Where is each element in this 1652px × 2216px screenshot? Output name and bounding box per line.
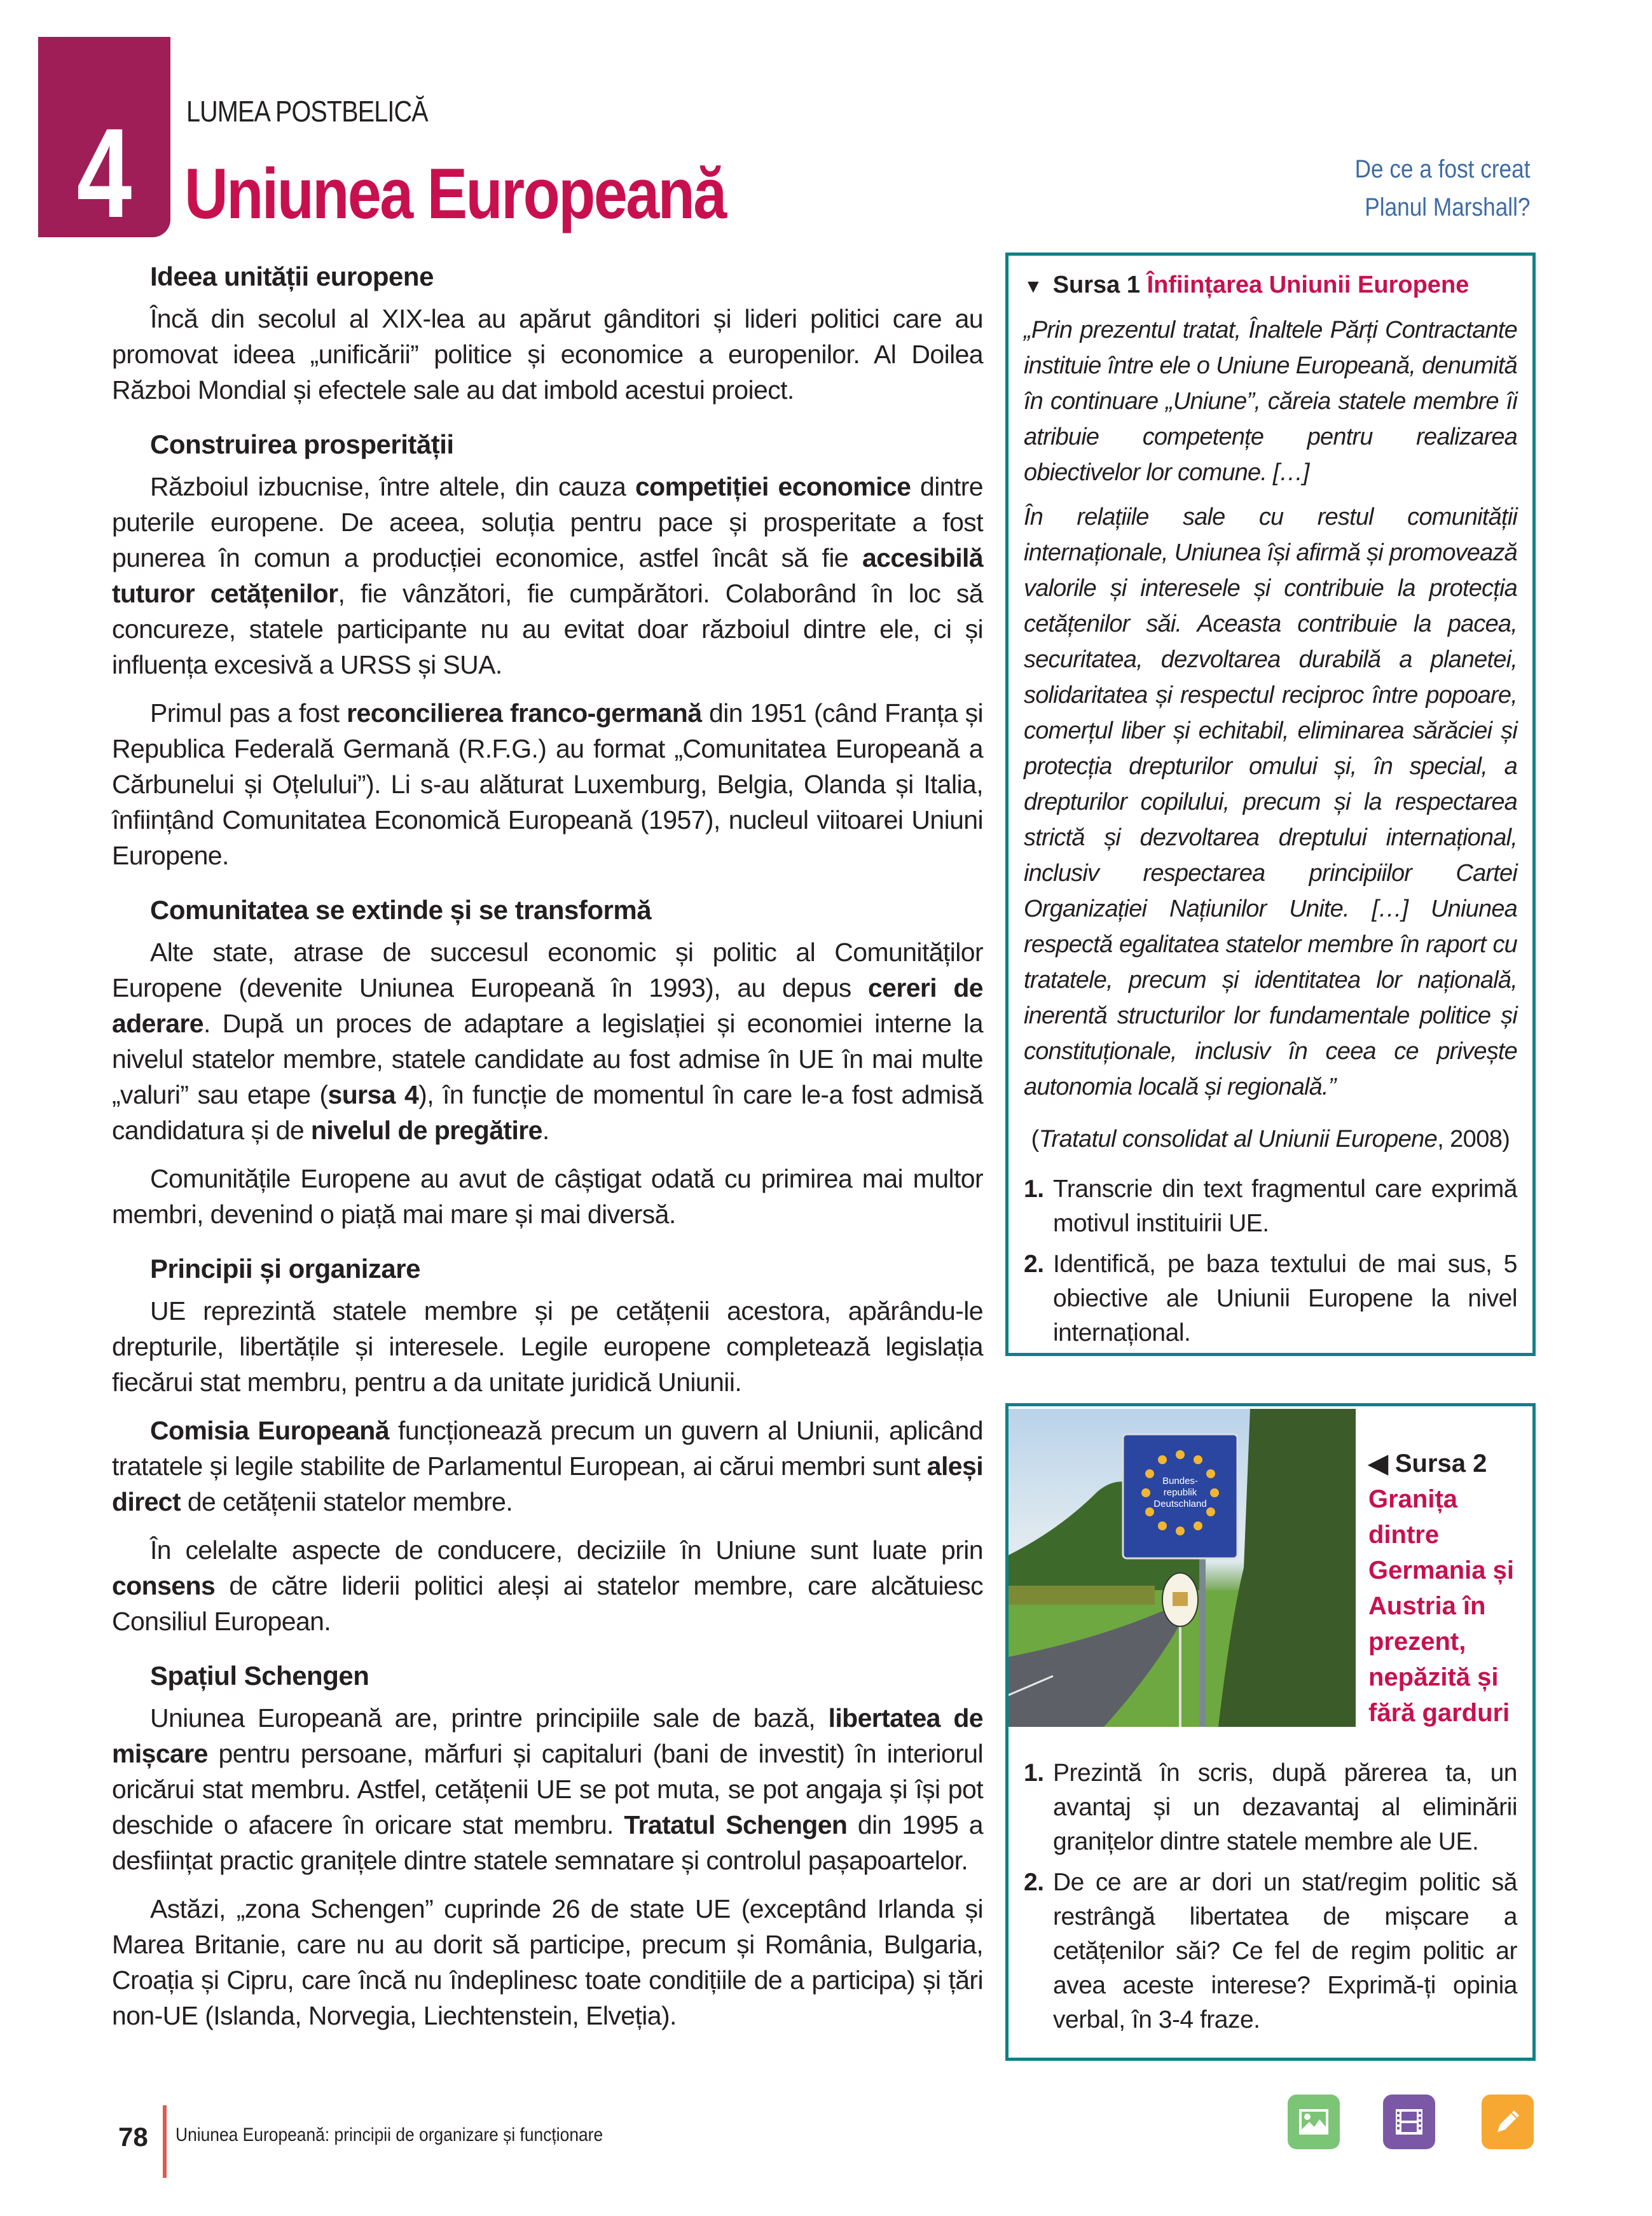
source-2-questions [1024, 1756, 1517, 2044]
key-term: Comisia Europeană [150, 1416, 389, 1445]
section-heading: Comunitatea se extinde și se transformă [150, 895, 652, 925]
key-term: cereri de aderare [112, 973, 983, 1038]
question-item: 2. Identifică, pe baza textului de mai sus, 5 obiective ale Uniunii Europene la nivel internațional. [1024, 1250, 1517, 1347]
text-run: Primul pas a fost [150, 698, 347, 728]
source-2-label: Sursa 2 [1394, 1450, 1487, 1478]
page-number: 78 [118, 2122, 148, 2152]
body-paragraph [112, 1700, 983, 1878]
source-1-title: Înființarea Uniunii Europene [1146, 272, 1470, 298]
text-run: de către liderii politici aleși ai statelor membre, care alcătuiesc Consiliul European. [112, 1571, 983, 1636]
citation-title: Tratatul consolidat al Uniunii Europene [1038, 1126, 1438, 1153]
source-2-caption: Granița dintre Germania și Austria în prezent, nepăzită și fără garduri [1368, 1485, 1515, 1727]
text-run: ), în funcție de momentul în care le-a fost admisă candidatura și de [112, 1080, 983, 1145]
unit-label: LUMEA POSTBELICĂ [186, 95, 428, 128]
border-photo-illustration [1008, 1409, 1356, 1727]
svg-text:Deutschland: Deutschland [1153, 1499, 1207, 1509]
text-run: Încă din secolul al XIX-lea au apărut gânditori și lideri politici care au promovat ideea „unificării” politice și economice a europenilor. Al Doilea Război Mondial și efectele sale au dat imbold acestui proiect. [112, 304, 983, 405]
section-heading: Spațiul Schengen [150, 1661, 369, 1691]
source-2-box [1005, 1403, 1536, 2061]
key-term: aleși direct [112, 1451, 983, 1516]
side-question-line1: De ce a fost creat [1354, 155, 1530, 183]
text-run: funcționează precum un guvern al Uniunii, aplicând tratatele și legile stabilite de Parlamentul European, ai cărui membri sunt [112, 1416, 983, 1481]
text-run: pentru persoane, mărfuri și capitaluri (bani de investit) în interiorul oricărui stat membru. Astfel, cetățenii UE se pot muta, se pot angaja și își pot deschide o afacere în oricare stat membru. [112, 1739, 983, 1839]
source-1-quote-p2: În relațiile sale cu restul comunității internaționale, Uniunea își afirmă și promovează valorile și interesele și contribuie la protecția cetățenilor săi. Aceasta contribuie la pacea, securitatea, dezvoltarea durabilă a planetei, solidaritatea și respectul reciproc între popoare, comerțul liber și echitabil, eliminarea sărăciei și protecția drepturilor omului și, în special, a drepturilor copilului, precum și la respectarea strictă și dezvoltarea dreptului internațional, inclusiv respectarea principiilor Cartei Organizației Națiunilor Unite. […] Uniunea respectă egalitatea statelor membre în raport cu tratatele, precum și identitatea lor națională, inerentă structurilor lor fundamentale politice și constituționale, inclusiv în ceea ce privește autonomia locală și regională.” [1024, 504, 1517, 1100]
body-paragraph [112, 1532, 983, 1639]
film-icon [1393, 2108, 1425, 2136]
source-1-questions [1024, 1172, 1517, 1350]
source-1-citation: (Tratatul consolidat al Uniunii Europene, 2008) [1031, 1126, 1510, 1153]
key-term: accesibilă tuturor cetățenilor [112, 543, 983, 608]
text-run: Războiul izbucnise, între altele, din cauza [150, 472, 635, 501]
section [112, 1657, 983, 2033]
question-item: 2. De ce are ar dori un stat/regim politic să restrângă libertatea de mișcare a cetățenilor săi? Ce fel de regim politic ar avea aceste interese? Exprimă-ți opinia verbal, în 3-4 fraze. [1024, 1869, 1517, 2033]
body-paragraph [112, 934, 983, 1148]
section [112, 1250, 983, 1639]
text-run: . [542, 1116, 549, 1145]
key-term: sursa 4 [327, 1080, 419, 1109]
section-heading: Ideea unității europene [150, 261, 434, 291]
source-1-box [1005, 253, 1536, 1356]
section-heading: Principii și organizare [150, 1254, 420, 1284]
triangle-down-icon: ▼ [1024, 276, 1043, 297]
main-text-column [112, 258, 983, 2051]
body-paragraph [112, 1891, 983, 2033]
side-question-line2: Planul Marshall? [1364, 193, 1530, 221]
text-run: Comunitățile Europene au avut de câștigat odată cu primirea mai multor membri, devenind o piață mai mare și mai diversă. [112, 1164, 983, 1229]
body-paragraph [112, 695, 983, 873]
source-2-caption-block [1368, 1446, 1521, 1731]
text-run: de cetățenii statelor membre. [181, 1487, 513, 1516]
body-paragraph [112, 1293, 983, 1400]
section [112, 426, 983, 873]
text-run: Uniunea Europeană are, printre principiile sale de bază, [150, 1703, 829, 1733]
body-paragraph [112, 469, 983, 682]
question-item: 1. Prezintă în scris, după părerea ta, un avantaj și un dezavantaj al eliminării granițelor dintre statele membre ale UE. [1024, 1759, 1517, 1855]
source-2-header [1368, 1446, 1521, 1481]
chapter-number-box [38, 37, 170, 244]
key-term: reconcilierea franco-germană [347, 698, 702, 728]
footer-divider [163, 2105, 167, 2178]
image-resource-button[interactable] [1288, 2095, 1340, 2149]
key-term: consens [112, 1571, 216, 1600]
video-resource-button[interactable] [1383, 2095, 1435, 2149]
text-run: Alte state, atrase de succesul economic și politic al Comunităților Europene (devenite Uniunea Europeană în 1993), au depus [112, 938, 983, 1002]
text-run: UE reprezintă statele membre și pe cetățenii acestora, apărându-le drepturile, libertățile și interesele. Legile europene completează legislația fiecărui stat membru, pentru a da unitate juridică Uniunii. [112, 1296, 983, 1397]
source-1-label: Sursa 1 [1052, 272, 1141, 298]
body-paragraph [112, 1413, 983, 1520]
key-term: Tratatul Schengen [624, 1810, 848, 1839]
question-item: 1. Transcrie din text fragmentul care exprimă motivul instituirii UE. [1024, 1175, 1517, 1237]
body-paragraph [112, 301, 983, 408]
text-run: , fie vânzători, fie cumpărători. Colaborând în loc să concureze, statele participante nu au evitat doar războiul dintre ele, ci și influența excesivă a URSS și SUA. [112, 579, 984, 679]
section-heading: Construirea prosperității [150, 429, 454, 459]
section [112, 891, 983, 1232]
text-run: din 1951 (când Franța și Republica Federală Germană (R.F.G.) au format „Comunitatea Europeană a Cărbunelui și Oțelului”). Li s-au alăturat Luxemburg, Belgia, Olanda și Italia, înființând Comunitatea Economică Europeană (1957), nucleul viitoarei Uniuni Europene. [112, 698, 983, 870]
text-run: din 1995 a desființat practic granițele dintre statele semnatare și controlul pașapoartelor. [112, 1810, 983, 1875]
section [112, 258, 983, 408]
triangle-left-icon: ◀ [1368, 1450, 1395, 1478]
key-term: nivelul de pregătire [310, 1116, 542, 1145]
text-run: dintre puterile europene. De aceea, soluția pentru pace și prosperitate a fost punerea în comun a producției economice, astfel încât să fie [112, 472, 983, 572]
border-sign-photo [1008, 1409, 1356, 1727]
exercise-resource-button[interactable] [1482, 2095, 1534, 2149]
svg-text:Bundes-: Bundes- [1162, 1476, 1198, 1486]
lesson-title: Uniunea Europeană [184, 154, 726, 233]
source-1-header [1024, 267, 1517, 305]
chapter-number: 4 [76, 102, 132, 244]
side-question [1354, 150, 1530, 226]
text-run: Astăzi, „zona Schengen” cuprinde 26 de state UE (exceptând Irlanda și Marea Britanie, care nu au dorit să participe, precum și România, Bulgaria, Croația și Cipru, care încă nu îndeplinesc toate condițiile de a participa) și țări non-UE (Islanda, Norvegia, Liechtenstein, Elveția). [112, 1894, 983, 2030]
pencil-icon [1492, 2107, 1523, 2137]
key-term: libertatea de mișcare [112, 1703, 983, 1768]
text-run: . După un proces de adaptare a legislației și economiei interne la nivelul statelor membre, statele candidate au fost admise în UE în mai multe „valuri” sau etape ( [112, 1009, 983, 1109]
running-title: Uniunea Europeană: principii de organizare și funcționare [176, 2124, 603, 2145]
source-1-quote-p1: „Prin prezentul tratat, Înaltele Părți Contractante instituie între ele o Uniune Europeană, denumită în continuare „Uniune”, căreia statele membre îi atribuie competențe pentru realizarea obiectivelor lor comune. […] [1024, 317, 1517, 486]
svg-text:republik: republik [1163, 1487, 1197, 1498]
text-run: În celelalte aspecte de conducere, deciziile în Uniune sunt luate prin [150, 1535, 983, 1565]
image-icon [1298, 2108, 1330, 2136]
body-paragraph [112, 1161, 983, 1232]
key-term: competiției economice [635, 472, 911, 501]
